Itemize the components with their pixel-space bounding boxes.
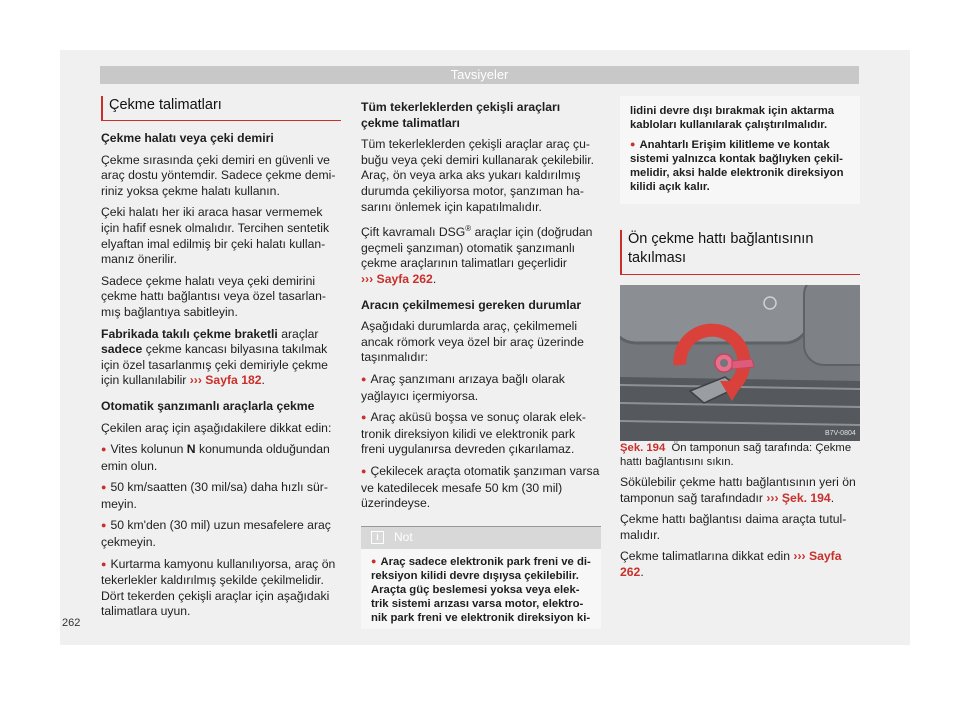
bold-text: N [186, 442, 196, 457]
list-item: ● Çekilecek araçta otomatik şanzıman varsa ve katedilecek mesafe 50 km (30 mil) üzerindeyse. [361, 464, 601, 512]
list-item: ● Araç aküsü boşsa ve sonuç olarak elektronik direksiyon kilidi ve elektronik park freni uygulanırsa devreden çıkarılamaz. [361, 410, 601, 458]
list-item: ● Araç şanzımanı arızaya bağlı olarak yağlayıcı içermiyorsa. [361, 372, 601, 404]
caption-text: Ön tamponun sağ tarafında: Çekme hattı bağlantısını sıkın. [620, 442, 852, 468]
text: Çekme talimatlarına dikkat edin [620, 549, 794, 564]
page-link-262[interactable]: ››› Sayfa 262 [620, 549, 842, 579]
page-link-182[interactable]: ››› Sayfa 182 [189, 373, 262, 388]
text: çekme kancası bilyasına takılmak için özel tasarlanmış çeki demiriyle çekme için kullanılabilir [101, 342, 328, 388]
paragraph: Çekme sırasında çeki demiri en güvenli ve araç dostu yöntemdir. Sadece çekme demiriniz yoksa çekme halatı kullanın. [101, 152, 336, 198]
registered-mark: ® [465, 224, 472, 234]
text: konumunda olduğundan emin olun. [101, 442, 330, 473]
text: . [640, 564, 644, 579]
tow-eye-illustration [620, 285, 860, 441]
text: araçlar için (doğrudan geçmeli şanzıman) otomatik şanzımanlı çekme araçlarının talimatları geçerlidir [361, 225, 593, 271]
page-number: 262 [62, 617, 81, 629]
note-label: Not [394, 529, 413, 544]
figure-194 [620, 285, 860, 441]
text: . [261, 373, 265, 388]
text: Vites kolunun [110, 442, 187, 457]
figure-label: Şek. 194 [620, 442, 666, 454]
paragraph: Çekilen araç için aşağıdakilere dikkat edin: [101, 420, 332, 435]
figure-code: B7V-0804 [825, 430, 856, 437]
bold-text: sadece [101, 342, 143, 357]
column-1 [101, 96, 341, 626]
info-icon: i [371, 531, 384, 544]
list-item [101, 442, 341, 474]
column-3 [620, 96, 860, 587]
text: Sökülebilir çekme hattı bağlantısının yeri ön tamponun sağ tarafındadır [620, 475, 856, 505]
paragraph: Çekme hattı bağlantısı daima araçta tutulmalıdır. [620, 512, 847, 542]
note-header [361, 527, 601, 549]
heading-4wd-towing: Tüm tekerleklerden çekişli araçları çekme talimatları [361, 100, 561, 130]
text: . [830, 490, 835, 505]
chapter-header: Tavsiyeler [100, 66, 859, 84]
text: araçlar [277, 326, 319, 341]
paragraph: Tüm tekerleklerden çekişli araçlar araç çubuğu veya çeki demiri kullanarak çekilebilir. Araç, ön veya arka aks yukarı kaldırılmış durumda çekiliyorsa motor, şanzıman hasarını önlemek için kapatılmalıdır. [361, 137, 595, 214]
list-item: ● Kurtarma kamyonu kullanılıyorsa, araç ön tekerlekler kaldırılmış şekilde çekilmelidir. Dört tekerden çekişli araçlar için aşağıdaki talimatlara uyun. [101, 557, 341, 620]
section-title-tow-eye: Ön çekme hattı bağlantısının takılması [620, 230, 860, 275]
note-list-item: ● Anahtarlı Erişim kilitleme ve kontak sistemi yalnızca kontak bağlıyken çekilmelidir, aksi halde elektronik direksiyon kilidi açık kalır. [630, 138, 850, 194]
list-item: ● 50 km'den (30 mil) uzun mesafelere araç çekmeyin. [101, 518, 341, 550]
column-2 [361, 100, 601, 629]
note-text: ● Araç sadece elektronik park freni ve direksiyon kilidi devre dışıysa çekilebilir. Araçta güç beslemesi yoksa veya elektrik sistemi arızası varsa motor, elektronik park freni ve elektronik direksiyon ki- [361, 549, 601, 629]
paragraph [620, 549, 860, 580]
heading-automatic-towing: Otomatik şanzımanlı araçlarla çekme [101, 398, 315, 413]
heading-tow-rope: Çekme halatı veya çeki demiri [101, 131, 274, 145]
figure-caption [620, 441, 860, 469]
heading-do-not-tow: Aracın çekilmemesi gereken durumlar [361, 297, 582, 312]
list-item: ● 50 km/saatten (30 mil/sa) daha hızlı sürmeyin. [101, 480, 341, 512]
text: Çift kavramalı DSG [361, 225, 466, 240]
note-box [361, 526, 601, 629]
figure-link-194[interactable]: ››› Şek. 194 [766, 490, 831, 505]
section-title-towing: Çekme talimatları [101, 96, 341, 121]
paragraph [361, 221, 601, 287]
note-text: lidini devre dışı bırakmak için aktarma kabloları kullanılarak çalıştırılmalıdır. [630, 105, 835, 131]
paragraph: Aşağıdaki durumlarda araç, çekilmemeli ancak römork veya özel bir araç üzerinde taşınmalıdır: [361, 319, 584, 365]
paragraph: Sadece çekme halatı veya çeki demirini çekme hattı bağlantısı veya özel tasarlanmış bağlantıya sabitleyin. [101, 273, 326, 319]
page-link-262[interactable]: ››› Sayfa 262 [361, 272, 433, 286]
bold-text: Fabrikada takılı çekme braketli [101, 326, 278, 341]
text: . [432, 272, 437, 286]
paragraph: Çeki halatı her iki araca hasar vermemek için hafif esnek olmalıdır. Tercihen sentetik elyaftan imal edilmiş bir çeki halatı kullanmanız önerilir. [101, 205, 330, 267]
paragraph [620, 475, 860, 506]
note-continuation [620, 96, 860, 204]
paragraph [101, 327, 341, 389]
